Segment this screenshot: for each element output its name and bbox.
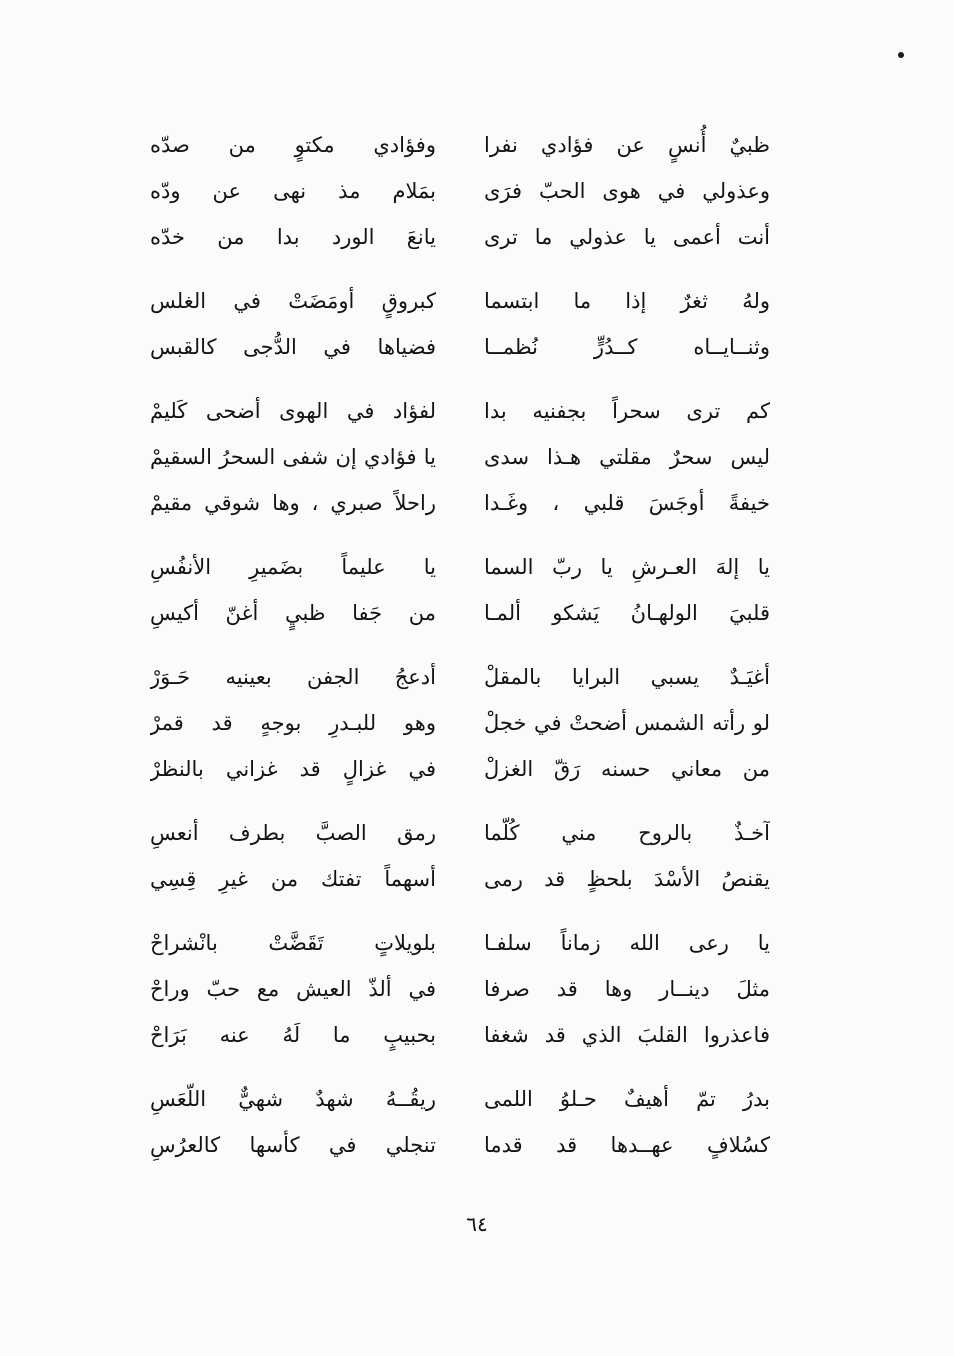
verse-second-hemistich: بلويلاتٍ تَقَضَّتْ بانْشراحْ (150, 931, 436, 955)
verse-line (150, 810, 770, 856)
stanza (150, 278, 770, 370)
verse-first-hemistich: ظبيٌ أُنسٍ عن فؤادي نفرا (484, 133, 770, 157)
verse-line (150, 544, 770, 590)
verse-first-hemistich: خيفةً أوجَسَ قلبي ، وغَـدا (484, 491, 770, 515)
verse-second-hemistich: أدعجُ الجفن بعينيه حَـوَرْ (150, 665, 436, 689)
poem (150, 122, 770, 1186)
verse-first-hemistich: يا إلهَ العـرشِ يا ربّ السما (484, 555, 770, 579)
verse-line (150, 1076, 770, 1122)
stanza (150, 388, 770, 526)
stanza (150, 810, 770, 902)
verse-line (150, 966, 770, 1012)
verse-first-hemistich: مثلَ دينــار وها قد صرفا (484, 977, 770, 1001)
verse-first-hemistich: من معاني حسنه رَقّ الغزلْ (484, 757, 770, 781)
verse-first-hemistich: آخـذٌ بالروح مني كُلّما (484, 821, 770, 845)
stanza (150, 654, 770, 792)
verse-line (150, 388, 770, 434)
verse-second-hemistich: ريقُــهُ شهدٌ شهيٌّ اللّعَسِ (150, 1087, 436, 1111)
verse-line (150, 856, 770, 902)
stanza (150, 544, 770, 636)
verse-line (150, 654, 770, 700)
verse-first-hemistich: قلبيَ الولهـانُ يَشكو ألمـا (484, 601, 770, 625)
verse-second-hemistich: يا فؤادي إن شفى السحرُ السقيمْ (150, 445, 436, 469)
stanza (150, 122, 770, 260)
verse-line (150, 480, 770, 526)
verse-first-hemistich: فاعذروا القلبَ الذي قد شغفا (484, 1023, 770, 1047)
verse-first-hemistich: يقنصُ الأسْدَ بلحظٍ قد رمى (484, 867, 770, 891)
verse-second-hemistich: وفؤادي مكتوٍ من صدّه (150, 133, 436, 157)
verse-second-hemistich: رمق الصبَّ بطرف أنعسِ (150, 821, 436, 845)
verse-second-hemistich: يا عليماً بضَميرِ الأنفُسِ (150, 555, 436, 579)
verse-first-hemistich: أغيَـدٌ يسبي البرايا بالمقلْ (484, 665, 770, 689)
verse-second-hemistich: وهو للبـدرِ بوجهٍ قد قمرْ (150, 711, 436, 735)
verse-first-hemistich: أنت أعمى يا عذولي ما ترى (484, 225, 770, 249)
stanza (150, 1076, 770, 1168)
verse-first-hemistich: كم ترى سحراً بجفنيه بدا (484, 399, 770, 423)
verse-first-hemistich: بدرُ تمّ أهيفٌ حـلوُ اللمى (484, 1087, 770, 1111)
verse-second-hemistich: كبروقٍ أومَضَتْ في الغلس (150, 289, 436, 313)
verse-line (150, 920, 770, 966)
verse-line (150, 746, 770, 792)
verse-line (150, 122, 770, 168)
verse-second-hemistich: راحلاً صبري ، وها شوقي مقيمْ (150, 491, 436, 515)
verse-first-hemistich: ولهُ ثغرٌ إذا ما ابتسما (484, 289, 770, 313)
verse-line (150, 214, 770, 260)
verse-second-hemistich: من جَفا ظبيٍ أغنّ أكيسِ (150, 601, 436, 625)
verse-first-hemistich: ليس سحرٌ مقلتي هـذا سدى (484, 445, 770, 469)
verse-first-hemistich: وعذولي في هوى الحبّ فرَى (484, 179, 770, 203)
verse-first-hemistich: وثنــايــاه كــدُرٍّ نُظمــا (484, 335, 770, 359)
verse-first-hemistich: لو رأته الشمس أضحتْ في خجلْ (484, 711, 770, 735)
verse-line (150, 590, 770, 636)
verse-line (150, 168, 770, 214)
verse-second-hemistich: في ألذّ العيش مع حبّ وراحْ (150, 977, 436, 1001)
verse-second-hemistich: بمَلام مذ نهى عن ودّه (150, 179, 436, 203)
verse-first-hemistich: يا رعى الله زماناً سلفـا (484, 931, 770, 955)
verse-second-hemistich: لفؤاد في الهوى أضحى كَليمْ (150, 399, 436, 423)
verse-second-hemistich: تنجلي في كأسها كالعرُسِ (150, 1133, 436, 1157)
verse-line (150, 1012, 770, 1058)
verse-second-hemistich: يانعَ الورد بدا من خدّه (150, 225, 436, 249)
verse-line (150, 1122, 770, 1168)
verse-line (150, 278, 770, 324)
verse-second-hemistich: فضياها في الدُّجى كالقبس (150, 335, 436, 359)
verse-second-hemistich: أسهماً تفتك من غيرِ قِسِي (150, 867, 436, 891)
verse-line (150, 324, 770, 370)
verse-second-hemistich: في غزالٍ قد غزاني بالنظرْ (150, 757, 436, 781)
verse-line (150, 434, 770, 480)
stanza (150, 920, 770, 1058)
verse-line (150, 700, 770, 746)
page-number: ٦٤ (466, 1212, 488, 1236)
ink-dot (898, 52, 904, 58)
verse-first-hemistich: كسُلافٍ عهــدها قد قدما (484, 1133, 770, 1157)
verse-second-hemistich: بحبيبٍ ما لَهُ عنه بَرَاحْ (150, 1023, 436, 1047)
